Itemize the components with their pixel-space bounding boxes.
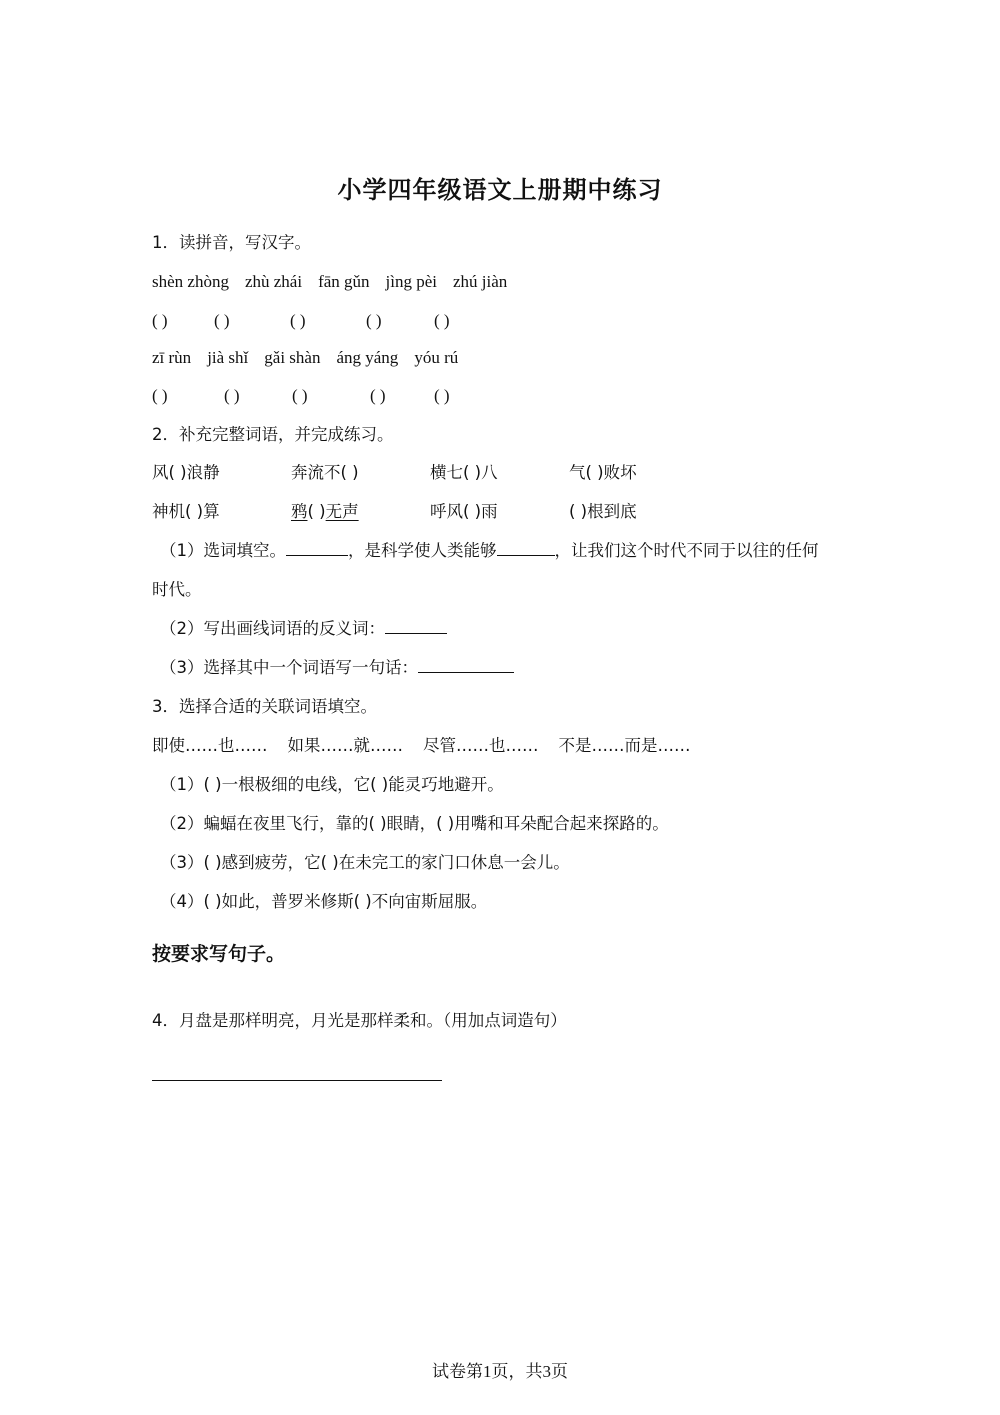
q3-item-2: （2）蝙蝠在夜里飞行，靠的( )眼睛，( )用嘴和耳朵配合起来探路的。 (160, 814, 669, 833)
q1-pinyin-row-2 (152, 347, 474, 369)
answer-paren: ( ) (292, 386, 308, 405)
q3-item-1: （1）( )一根极细的电线，它( )能灵巧地避开。 (160, 775, 504, 794)
underlined-word: 无声 (325, 502, 359, 521)
q2-sub1-continued: 时代。 (152, 580, 202, 599)
page-footer: 试卷第1页，共3页 (432, 1362, 568, 1381)
answer-paren: ( ) (152, 311, 168, 330)
page-title: 小学四年级语文上册期中练习 (337, 176, 663, 204)
idiom-item: 风( )浪静 (152, 463, 220, 482)
pinyin-item: yóu rú (414, 348, 459, 367)
q1-heading: 1．读拼音，写汉字。 (152, 233, 311, 252)
pinyin-item: jìng pèi (385, 272, 438, 291)
q3-item-3: （3）( )感到疲劳，它( )在未完工的家门口休息一会儿。 (160, 853, 570, 872)
answer-paren: ( ) (434, 311, 450, 330)
q1-answer-row-1 (152, 310, 450, 332)
answer-paren: ( ) (290, 311, 306, 330)
answer-paren: ( ) (214, 311, 230, 330)
q1-answer-row-2 (152, 385, 450, 407)
q2-sub1: （1）选词填空。 ，是科学使人类能够 ，让我们这个时代不同于以往的任何 (160, 541, 819, 560)
section-heading: 按要求写句子。 (152, 943, 286, 965)
answer-paren: ( ) (434, 386, 450, 405)
answer-paren: ( ) (370, 386, 386, 405)
pinyin-item: zhú jiàn (453, 272, 508, 291)
pinyin-item: jià shǐ (207, 348, 249, 367)
fill-blank[interactable] (385, 619, 447, 634)
pinyin-item: fān gǔn (318, 272, 370, 291)
pinyin-item: zī rùn (152, 348, 192, 367)
answer-line[interactable] (152, 1080, 442, 1081)
idiom-item: 横七( )八 (430, 463, 498, 482)
q3-heading: 3．选择合适的关联词语填空。 (152, 697, 377, 716)
q2-sub2: （2）写出画线词语的反义词： (160, 618, 447, 640)
q1-pinyin-row-1 (152, 271, 523, 293)
idiom-item: 神机( )算 (152, 502, 220, 521)
connective-option: 即使……也…… (152, 736, 268, 755)
connective-option: 尽管……也…… (423, 736, 539, 755)
connective-option: 不是……而是…… (558, 736, 691, 755)
q2-idiom-row-2 (152, 501, 708, 523)
answer-paren: ( ) (366, 311, 382, 330)
q3-item-4: （4）( )如此，普罗米修斯( )不向宙斯屈服。 (160, 892, 488, 911)
pinyin-item: zhù zhái (244, 272, 303, 291)
fill-blank[interactable] (497, 541, 555, 556)
answer-paren: ( ) (224, 386, 240, 405)
idiom-item: 呼风( )雨 (430, 502, 498, 521)
idiom-item: 气( )败坏 (569, 463, 637, 482)
q2-idiom-row-1 (152, 462, 708, 484)
answer-paren: ( ) (152, 386, 168, 405)
idiom-item: 奔流不( ) (291, 463, 359, 482)
idiom-item: ( )根到底 (569, 502, 637, 521)
q2-sub3: （3）选择其中一个词语写一句话： (160, 657, 514, 679)
q3-options (152, 735, 711, 757)
connective-option: 如果……就…… (287, 736, 403, 755)
idiom-item-underlined: 鸦( )无声 (291, 502, 359, 521)
underlined-char: 鸦 (291, 502, 308, 521)
pinyin-item: shèn zhòng (152, 272, 229, 291)
q4-text: 4．月盘是那样明亮，月光是那样柔和。（用加点词造句） (152, 1011, 567, 1030)
fill-blank[interactable] (418, 658, 514, 673)
pinyin-item: gǎi shàn (264, 348, 321, 367)
q2-heading: 2．补充完整词语，并完成练习。 (152, 425, 394, 444)
fill-blank[interactable] (286, 541, 348, 556)
pinyin-item: áng yáng (336, 348, 399, 367)
